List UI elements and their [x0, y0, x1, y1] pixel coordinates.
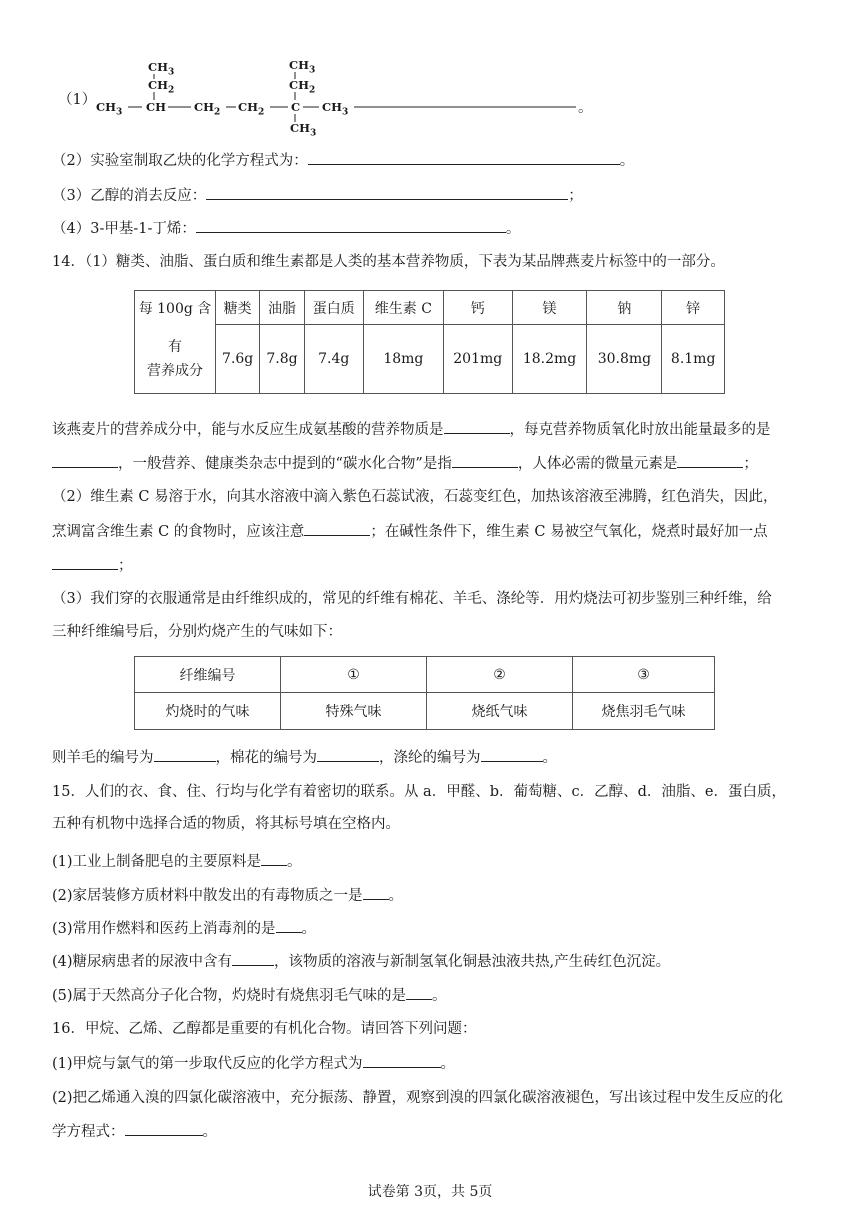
q15-intro1: 15．人们的衣、食、住、行均与化学有着密切的联系。从 a．甲醛、b．葡萄糖、c．乙醇、d．油脂、e．蛋白质， [52, 784, 786, 800]
nutrition-header: 蛋白质 [304, 291, 363, 325]
answer-blank[interactable] [276, 918, 302, 933]
q14-p3c4: 。 [542, 750, 557, 766]
answer-blank[interactable] [232, 951, 274, 966]
nutrition-corner-2: 有 [168, 338, 182, 355]
answer-blank[interactable] [125, 1121, 203, 1136]
answer-blank[interactable] [677, 453, 743, 468]
q15-i5-text: (5)属于天然高分子化合物，灼烧时有烧焦羽毛气味的是 [52, 988, 407, 1004]
q14-p2d: ； [118, 558, 133, 574]
answer-blank[interactable] [363, 1053, 441, 1068]
q13-p2-text: （2）实验室制取乙炔的化学方程式为： [52, 153, 308, 169]
q14-t-line2 [52, 453, 758, 474]
fiber-header: ② [427, 657, 573, 693]
q14-p3c2: ，棉花的编号为 [215, 750, 317, 766]
answer-blank[interactable] [406, 985, 432, 1000]
q15-i3 [52, 918, 316, 939]
answer-blank[interactable] [481, 747, 543, 762]
q14-t4: ，人体必需的微量元素是 [517, 456, 678, 472]
q13-p2-end: 。 [619, 153, 635, 169]
formula-top-ch3-a: $CH_3$ [148, 60, 175, 78]
q14-intro: 14．（1）糖类、油脂、蛋白质和维生素都是人类的基本营养物质，下表为某品牌燕麦片标签中的一部分。 [52, 254, 725, 270]
fiber-table [134, 656, 715, 730]
formula-top-ch2-a: $CH_2$ [148, 78, 175, 96]
nutrition-corner-3: 营养成分 [147, 362, 203, 379]
q14-t2: ，每克营养物质氧化时放出能量最多的是 [509, 422, 771, 438]
q15-i2-end: 。 [388, 888, 404, 904]
q13-p4-text: （4）3-甲基-1-丁烯： [52, 221, 196, 237]
q13-p2 [52, 150, 634, 171]
formula-main-ch2-2: $CH_2$ [238, 100, 265, 118]
answer-blank[interactable] [452, 453, 518, 468]
nutrition-value: 7.4g [304, 325, 363, 394]
q16-i2-end: 。 [202, 1124, 217, 1140]
q16-intro: 16．甲烷、乙烯、乙醇都是重要的有机化合物。请回答下列问题： [52, 1021, 477, 1037]
q15-i3-text: (3)常用作燃料和医药上消毒剂的是 [52, 921, 276, 937]
q13-p3-end: ； [568, 188, 583, 204]
nutrition-value: 30.8mg [587, 325, 662, 394]
q14-p3c [52, 747, 557, 768]
q14-t-line1 [52, 419, 771, 440]
answer-blank[interactable] [154, 747, 216, 762]
q15-i1-text: (1)工业上制备肥皂的主要原料是 [52, 854, 262, 870]
q15-i4-end: ，该物质的溶液与新制氢氧化铜悬浊液共热,产生砖红色沉淀。 [274, 954, 671, 970]
q15-i2 [52, 885, 403, 906]
answer-blank[interactable] [52, 453, 118, 468]
q15-i4-text: (4)糖尿病患者的尿液中含有 [52, 954, 233, 970]
formula-main-c: C [291, 100, 301, 114]
formula-main-end-ch3: $CH_3$ [322, 100, 349, 118]
answer-blank[interactable] [304, 521, 370, 536]
answer-blank[interactable] [444, 419, 510, 434]
nutrition-value: 201mg [443, 325, 512, 394]
fiber-cell: 灼烧时的气味 [135, 693, 281, 730]
nutrition-corner [135, 325, 216, 394]
formula-end-mark: 。 [578, 100, 593, 116]
answer-blank[interactable] [317, 747, 379, 762]
nutrition-header: 镁 [512, 291, 587, 325]
q14-p2-line3 [52, 555, 133, 576]
nutrition-header: 维生素 C [363, 291, 443, 325]
q16-i1-end: 。 [440, 1056, 456, 1072]
nutrition-header: 糖类 [216, 291, 260, 325]
q14-p2a: （2）维生素 C 易溶于水，向其水溶液中滴入紫色石蕊试液，石蕊变红色，加热该溶液至沸腾，红色消失，因此， [52, 489, 778, 505]
page-footer: 试卷第 3页，共 5页 [367, 1184, 493, 1200]
fiber-header: ③ [573, 657, 715, 693]
q14-p3c1: 则羊毛的编号为 [52, 750, 154, 766]
q15-i1 [52, 851, 302, 872]
fiber-cell: 特殊气味 [281, 693, 427, 730]
nutrition-header: 油脂 [260, 291, 304, 325]
formula-main-ch3: $CH_3$ [96, 100, 123, 118]
nutrition-value: 7.6g [216, 325, 260, 394]
nutrition-value: 18.2mg [512, 325, 587, 394]
answer-blank[interactable] [261, 851, 287, 866]
q14-p2-line2 [52, 521, 768, 542]
nutrition-header: 锌 [662, 291, 725, 325]
formula-top-ch2-b: $CH_2$ [289, 78, 316, 96]
q14-p3b: 三种纤维编号后，分别灼烧产生的气味如下： [52, 624, 342, 640]
q16-i1 [52, 1053, 455, 1074]
fiber-cell: 烧纸气味 [427, 693, 573, 730]
structural-formula [58, 52, 598, 142]
q14-t5: ； [743, 456, 758, 472]
formula-bottom-ch3: $CH_3$ [290, 121, 317, 139]
nutrition-header: 钠 [587, 291, 662, 325]
q13-p4 [52, 218, 520, 239]
q13-p4-end: 。 [505, 221, 521, 237]
q14-p3c3: ，涤纶的编号为 [379, 750, 481, 766]
formula-main-ch2-1: $CH_2$ [194, 100, 221, 118]
q14-t1: 该燕麦片的营养成分中，能与水反应生成氨基酸的营养物质是 [52, 422, 444, 438]
nutrition-table [134, 290, 725, 394]
nutrition-corner-1: 每 100g 含 [135, 291, 216, 325]
nutrition-header: 钙 [443, 291, 512, 325]
answer-blank[interactable] [206, 185, 568, 200]
q13-p3 [52, 185, 583, 206]
q14-p2c: ；在碱性条件下，维生素 C 易被空气氧化，烧煮时最好加一点 [370, 524, 768, 540]
q15-i3-end: 。 [301, 921, 317, 937]
nutrition-value: 8.1mg [662, 325, 725, 394]
fiber-cell: 烧焦羽毛气味 [573, 693, 715, 730]
answer-blank[interactable] [52, 555, 118, 570]
q15-i5-end: 。 [432, 988, 447, 1004]
q15-i5 [52, 985, 447, 1006]
fiber-header: 纤维编号 [135, 657, 281, 693]
q15-i1-end: 。 [287, 854, 302, 870]
q13-p1-label: （1） [58, 92, 97, 108]
q15-i4 [52, 951, 670, 972]
formula-bonds [58, 52, 598, 142]
formula-top-ch3-b: $CH_3$ [289, 58, 316, 76]
nutrition-value: 18mg [363, 325, 443, 394]
q14-p2b: 烹调富含维生素 C 的食物时，应该注意 [52, 524, 305, 540]
fiber-header: ① [281, 657, 427, 693]
answer-blank[interactable] [308, 150, 620, 165]
nutrition-value: 7.8g [260, 325, 304, 394]
answer-blank[interactable] [363, 885, 389, 900]
q16-i1-text: (1)甲烷与氯气的第一步取代反应的化学方程式为 [52, 1056, 363, 1072]
q14-p3a: （3）我们穿的衣服通常是由纤维织成的，常见的纤维有棉花、羊毛、涤纶等．用灼烧法可初步鉴别三种纤维，给 [52, 591, 772, 607]
q16-i2a: (2)把乙烯通入溴的四氯化碳溶液中，充分振荡、静置，观察到溴的四氯化碳溶液褪色，写出该过程中发生反应的化 [52, 1090, 784, 1106]
q16-i2-line2 [52, 1121, 217, 1142]
q15-i2-text: (2)家居装修方质材料中散发出的有毒物质之一是 [52, 888, 363, 904]
q16-i2b: 学方程式： [52, 1124, 125, 1140]
q15-intro2: 五种有机物中选择合适的物质，将其标号填在空格内。 [52, 816, 400, 832]
q13-p3-text: （3）乙醇的消去反应： [52, 188, 207, 204]
q14-t3: ，一般营养、健康类杂志中提到的“碳水化合物”是指 [118, 456, 452, 472]
answer-blank[interactable] [196, 218, 506, 233]
formula-main-ch: CH [146, 100, 167, 114]
